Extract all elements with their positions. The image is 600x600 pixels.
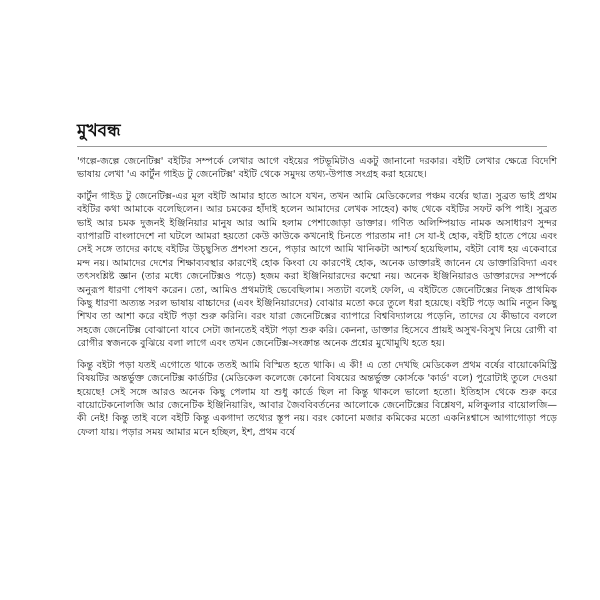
paragraph-2: কার্টুন গাইড টু জেনেটিক্স-এর মূল বইটি আমার হাতে আসে যখন, তখন আমি মেডিকেলের পঞ্চম বর্ষের ছাত্র। সুব্রত ভাই প্রথম বইটির কথা আমাকে বলেছিলেন। আর চমকের হাঁদাই হলেন আমাদের লেখক সাহেব) কাছ থেকে বইটির সফট কপি পাই। সুব্রত ভাই আর চমক দুজনই ইঞ্জিনিয়ার মানুষ আর আমি হলাম পেশাজোড়া ডাক্তার। গণিত অলিম্পিয়াড নামক অসাধারণ সুন্দর ব্যাপারটি বাংলাদেশে না ঘটলে আমরা হয়তো কেউ কাউকে কখনোই চিনতে পারতাম না! সে যা-ই হোক, বইটি হাতে পেয়ে এবং সেই সঙ্গে তাদের কাছে বইটির উচ্ছ্বসিত প্রশংসা শুনে, পড়ার আগে আমি খানিকটা আশ্চর্য হয়েছিলাম, বইটা বোধ হয় একেবারে মন্দ নয়। আমাদের দেশের শিক্ষাব্যবস্থার কারণেই হোক কিংবা যে কারণেই হোক, অনেক ডাক্তারই জানেন যে ডাক্তারিবিদ্যা এবং তৎসংশ্লিষ্ট জ্ঞান (তার মধ্যে জেনেটিক্সও পড়ে) হজম করা ইঞ্জিনিয়ারদের কম্মো নয়। অনেক ইঞ্জিনিয়ারও ডাক্তারদের সম্পর্কে অনুরূপ ধারণা পোষণ করেন। তো, আমিও প্রথমটাই ভেবেছিলাম। সত্যটা বলেই ফেলি, এ বইটিতে জেনেটিক্সের নিছক প্রাথমিক কিছু ধারণা অত্যন্ত সরল ভাষায় বাচ্চাদের (এবং ইঞ্জিনিয়ারদের) বোঝার মতো করে তুলে ধরা হয়েছে। বইটি পড়ে আমি নতুন কিছু শিখব তা আশা করে বইটি পড়া শুরু করিনি। বরং যারা জেনেটিক্সের ব্যাপারে বিশ্ববিদ্যালয়ে পড়েনি, তাদের যে কীভাবে বললে সহজে জেনেটিক্স বোঝানো যাবে সেটা জানতেই বইটা পড়া শুরু করি। কেননা, ডাক্তার হিসেবে প্রায়ই অসুখ-বিসুখ নিয়ে রোগী বা রোগীর স্বজনকে বুঝিয়ে বলা লাগে এবং তখন জেনেটিক্স-সংক্রান্ত অনেক প্রশ্নের মুখোমুখি হতে হয়। — [77, 190, 557, 350]
heading-underline — [77, 146, 547, 147]
paragraph-3: কিন্তু বইটা পড়া যতই এগোতে থাকে ততই আমি বিস্মিত হতে থাকি। এ কী! এ তো দেখছি মেডিকেল প্রথম বর্ষের বায়োকেমিস্ট্রি বিষয়টির অন্তর্ভুক্ত জেনেটিক্স কার্ডটির (মেডিকেল কলেজে কোনো বিষয়ের অন্তর্ভুক্ত কোর্সকে 'কার্ড' বলে) পুরোটাই তুলে দেওয়া হয়েছে! সেই সঙ্গে আরও অনেক কিছু পেলাম যা শুধু কার্ডে ছিল না কিন্তু থাকলে ভালো হতো। ইতিহাস থেকে শুরু করে বায়োটেকনোলজি আর জেনেটিক ইঞ্জিনিয়ারিং, আবার জৈববিবর্তনের আলোকে জেনেটিক্সের বিশ্লেষণ, মলিকুলার বায়োলজি—কী নেই! কিন্তু তাই বলে বইটি কিন্তু একগাদা তথ্যের স্তূপ নয়। বরং কোনো মজার কমিকের মতো একনিঃশ্বাসে আগাগোড়া পড়ে ফেলা যায়। পড়ার সময় আমার মনে হচ্ছিল, ইশ, প্রথম বর্ষে — [77, 359, 557, 438]
section-heading: মুখবন্ধ — [77, 121, 121, 141]
heading-block — [77, 120, 557, 147]
body-text — [77, 155, 557, 447]
paragraph-1: 'গল্পে-জল্পে জেনেটিক্স' বইটির সম্পর্কে লেখার আগে বইয়ের পটভূমিটাও একটু জানানো দরকার। বইটি লেখার ক্ষেত্রে বিদেশি ভাষায় লেখা 'এ কার্টুন গাইড টু জেনেটিক্স' বইটি থেকে সমুদয় তথ্য-উপাত্ত সংগ্রহ করা হয়েছে। — [77, 156, 557, 181]
